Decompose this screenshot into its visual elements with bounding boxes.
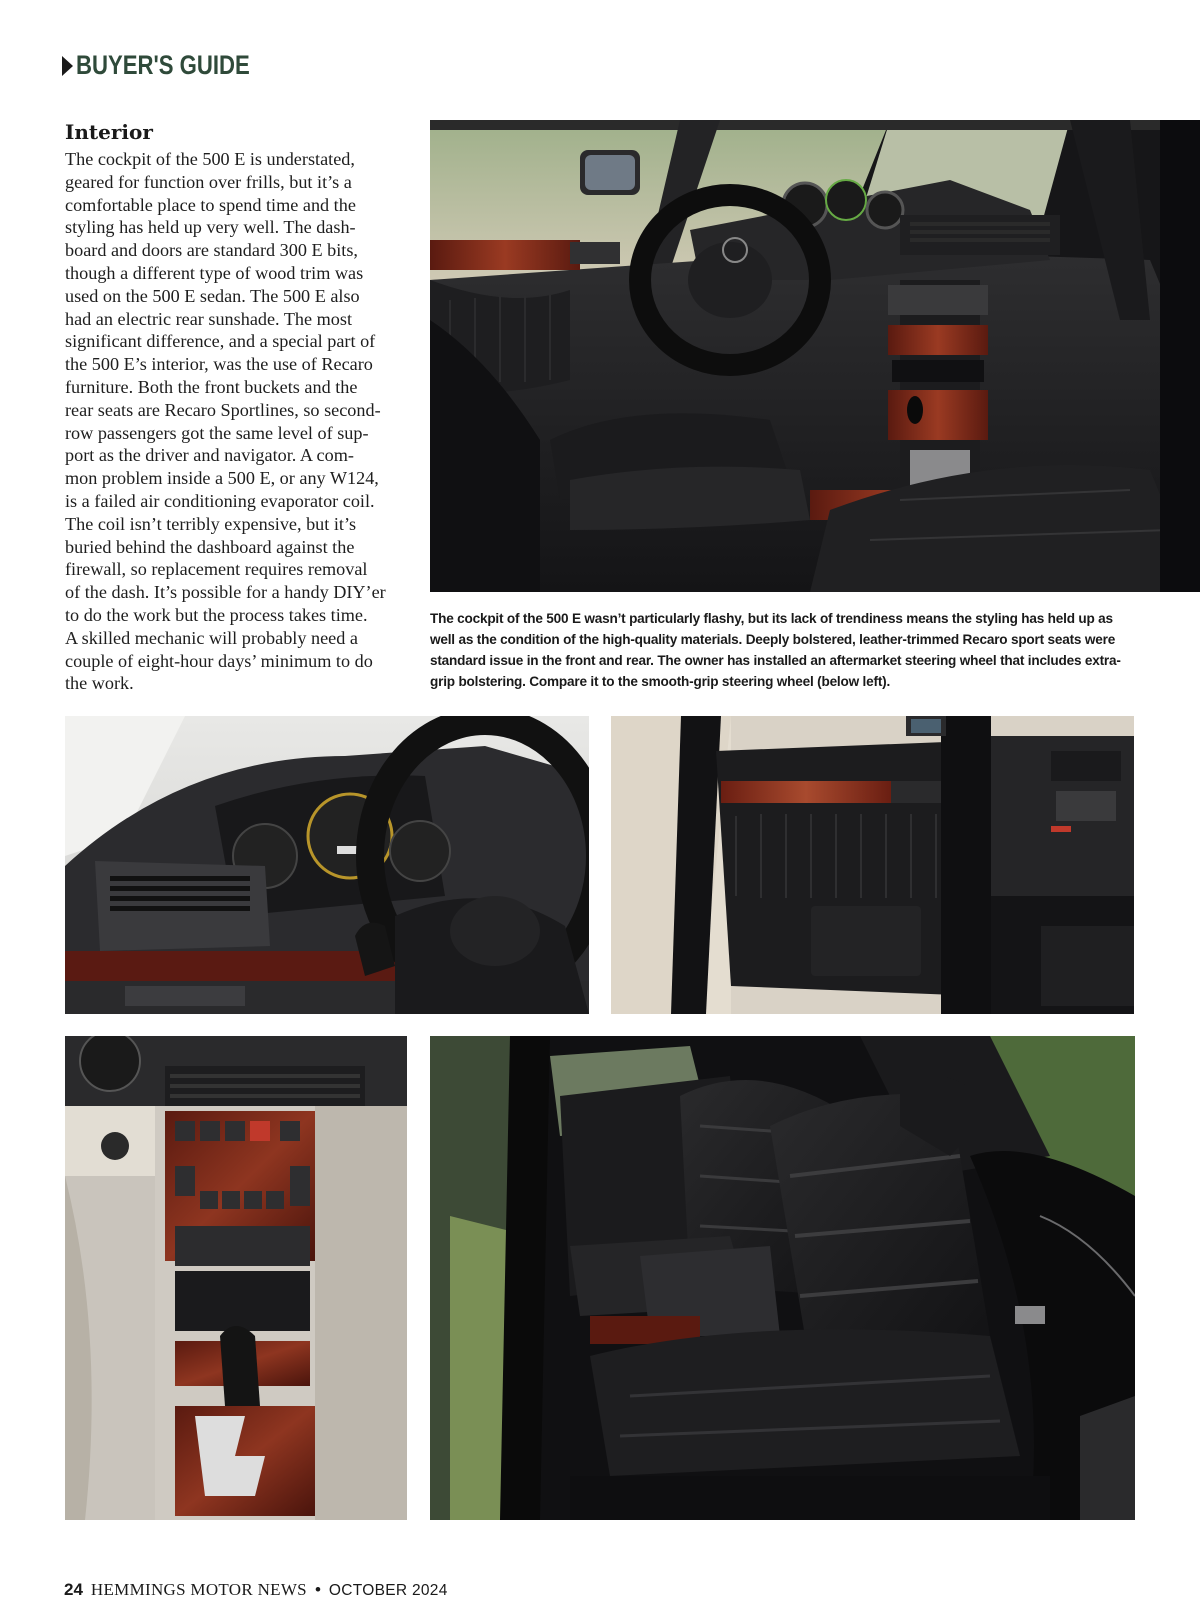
triangle-right-icon (62, 56, 73, 76)
section-header (62, 50, 288, 81)
body-line: significant difference, and a special part of (65, 331, 376, 352)
caption-line: well as the condition of the high-quality materials. Deeply bolstered, leather-trimmed Recaro sport seats were (430, 632, 1116, 647)
footer-separator: • (314, 1580, 321, 1599)
issue-date: OCTOBER 2024 (328, 1582, 448, 1599)
photo-instrument-cluster (65, 716, 589, 1014)
body-line: comfortable place to spend time and the (65, 194, 356, 215)
body-line: The coil isn’t terribly expensive, but it’s (65, 513, 357, 534)
page-number: 24 (64, 1580, 83, 1599)
photo-center-console (65, 1036, 407, 1520)
article-subhead: Interior (65, 120, 153, 144)
body-line: used on the 500 E sedan. The 500 E also (65, 285, 360, 306)
body-line: A skilled mechanic will probably need a (65, 627, 358, 648)
body-line: furniture. Both the front buckets and the (65, 376, 358, 397)
body-line: the work. (65, 673, 134, 694)
body-line: board and doors are standard 300 E bits, (65, 240, 358, 261)
photo-rear-seats (430, 1036, 1135, 1520)
body-line: had an electric rear sunshade. The most (65, 308, 353, 329)
caption-line: The cockpit of the 500 E wasn’t particularly flashy, but its lack of trendiness means the styling has held up as (430, 611, 1113, 626)
photo-caption (430, 608, 1140, 692)
body-line: the 500 E’s interior, was the use of Recaro (65, 354, 373, 375)
body-line: geared for function over frills, but it’s a (65, 171, 352, 192)
body-line: The cockpit of the 500 E is understated, (65, 149, 355, 169)
caption-line: grip bolstering. Compare it to the smooth-grip steering wheel (below left). (430, 674, 891, 689)
body-line: buried behind the dashboard against the (65, 536, 355, 557)
article-body (65, 148, 405, 695)
body-line: to do the work but the process takes time. (65, 604, 368, 625)
photo-cockpit (430, 120, 1200, 592)
page-footer (64, 1580, 448, 1600)
body-line: of the dash. It’s possible for a handy DIY’er (65, 582, 386, 603)
body-line: styling has held up very well. The dash- (65, 217, 356, 238)
body-line: firewall, so replacement requires removal (65, 559, 368, 580)
publication-name: HEMMINGS MOTOR NEWS (90, 1580, 307, 1599)
caption-line: standard issue in the front and rear. The owner has installed an aftermarket steering wheel that includes extra- (430, 653, 1121, 668)
body-line: is a failed air conditioning evaporator coil. (65, 490, 375, 511)
section-label: BUYER'S GUIDE (76, 50, 250, 80)
body-line: row passengers got the same level of sup- (65, 422, 369, 443)
body-line: rear seats are Recaro Sportlines, so second- (65, 399, 381, 420)
body-line: couple of eight-hour days’ minimum to do (65, 650, 373, 671)
body-line: mon problem inside a 500 E, or any W124, (65, 468, 379, 489)
photo-door-panel (611, 716, 1134, 1014)
body-line: though a different type of wood trim was (65, 262, 364, 283)
body-line: port as the driver and navigator. A com- (65, 445, 354, 466)
